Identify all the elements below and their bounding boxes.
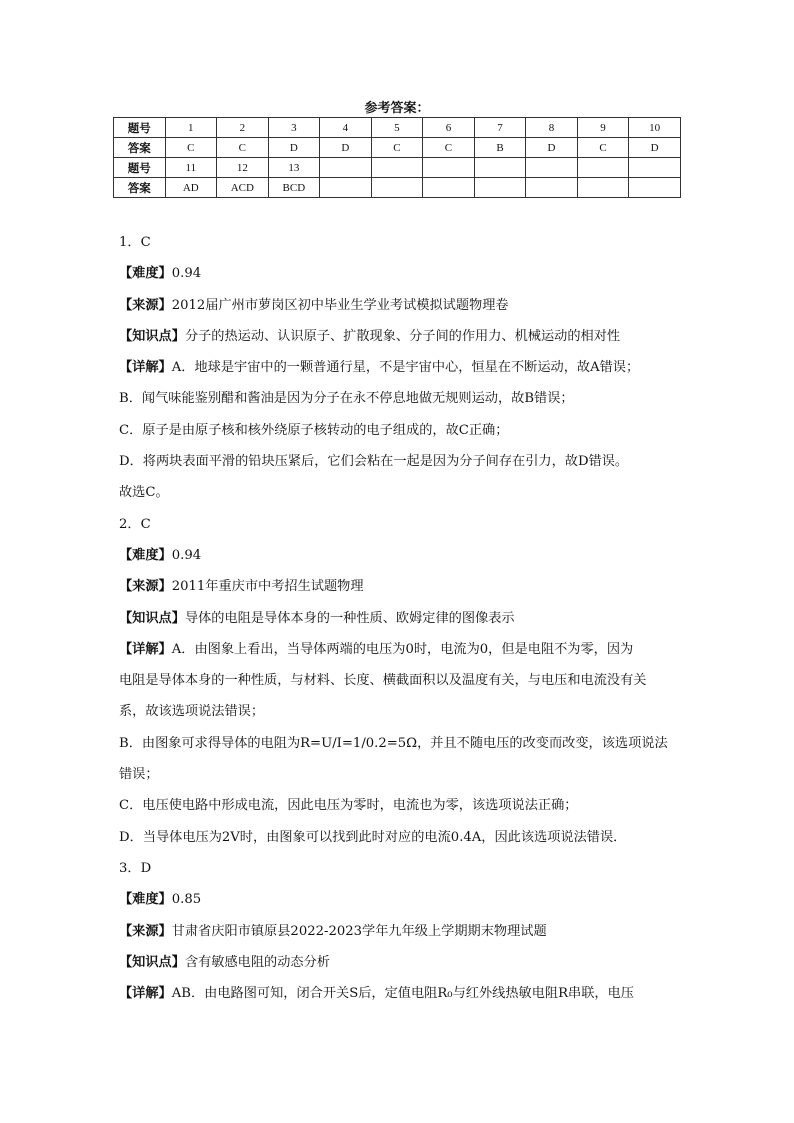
answer-table-row-header: 题号 <box>114 118 166 138</box>
text-line <box>119 884 679 915</box>
answer-table-cell: 11 <box>165 158 217 178</box>
text-line <box>119 947 679 978</box>
answer-table-cell: D <box>526 138 578 158</box>
section-label: 【知识点】 <box>119 328 185 344</box>
answer-key-table <box>113 117 681 198</box>
text-line <box>119 665 679 696</box>
answer-table-cell: C <box>423 138 475 158</box>
answer-table-cell <box>526 178 578 198</box>
answer-table-row <box>114 138 681 158</box>
answer-table-cell: C <box>165 138 217 158</box>
answer-table-row-header: 答案 <box>114 178 166 198</box>
answer-table-cell: 7 <box>474 118 526 138</box>
line-text: 故选C。 <box>119 485 169 501</box>
line-text: 错误； <box>119 767 159 783</box>
line-text: 电阻是导体本身的一种性质，与材料、长度、横截面积以及温度有关，与电压和电流没有关 <box>119 673 647 689</box>
text-line <box>119 540 679 571</box>
line-text: B．由图象可求得导体的电阻为R=U/I=1/0.2=5Ω，并且不随电压的改变而改变，该选项说法 <box>119 735 668 751</box>
answer-table-cell: AD <box>165 178 217 198</box>
text-line <box>119 571 679 602</box>
line-text: A．地球是宇宙中的一颗普通行星，不是宇宙中心，恒星在不断运动，故A错误； <box>171 360 640 376</box>
text-line <box>119 822 679 853</box>
text-line <box>119 978 679 1009</box>
answer-table-cell <box>577 178 629 198</box>
line-text: 0.94 <box>171 266 202 282</box>
text-line <box>119 446 679 477</box>
answer-table-cell: 1 <box>165 118 217 138</box>
answer-table-row <box>114 178 681 198</box>
answer-table-row <box>114 118 681 138</box>
answer-table-cell <box>320 158 372 178</box>
answer-table-cell: B <box>474 138 526 158</box>
answer-table-cell: 6 <box>423 118 475 138</box>
text-line <box>119 477 679 508</box>
explanations <box>119 227 679 1009</box>
answer-table-cell: D <box>629 138 681 158</box>
text-line <box>119 603 679 634</box>
text-line <box>119 290 679 321</box>
text-line <box>119 258 679 289</box>
text-line <box>119 227 679 258</box>
line-text: 2012届广州市萝岗区初中毕业生学业考试模拟试题物理卷 <box>171 297 509 313</box>
section-label: 【详解】 <box>119 641 172 657</box>
answer-table-cell: ACD <box>217 178 269 198</box>
line-text: 1．C <box>119 235 151 250</box>
section-label: 【难度】 <box>119 266 172 282</box>
answer-table-cell: 13 <box>268 158 320 178</box>
answer-table-cell: C <box>577 138 629 158</box>
line-text: D．当导体电压为2V时，由图象可以找到此时对应的电流0.4A，因此该选项说法错误． <box>119 829 627 845</box>
answer-table-cell <box>423 178 475 198</box>
answer-table-cell <box>577 158 629 178</box>
text-line <box>119 759 679 790</box>
answer-table-cell: 10 <box>629 118 681 138</box>
answer-table-cell: 9 <box>577 118 629 138</box>
answer-table-cell <box>629 158 681 178</box>
text-line <box>119 728 679 759</box>
answer-table-cell: C <box>217 138 269 158</box>
text-line <box>119 352 679 383</box>
text-line <box>119 383 679 414</box>
answer-table-cell <box>320 178 372 198</box>
line-text: 2011年重庆市中考招生试题物理 <box>171 579 364 595</box>
answer-table-cell: D <box>268 138 320 158</box>
section-label: 【详解】 <box>119 986 172 1002</box>
text-line <box>119 790 679 821</box>
text-line <box>119 916 679 947</box>
section-label: 【知识点】 <box>119 954 185 970</box>
line-text: 导体的电阻是导体本身的一种性质、欧姆定律的图像表示 <box>184 610 515 626</box>
line-text: 含有敏感电阻的动态分析 <box>184 954 330 970</box>
answer-table-cell <box>371 158 423 178</box>
answer-table-cell <box>371 178 423 198</box>
section-label: 【难度】 <box>119 547 172 563</box>
answer-table-cell: 8 <box>526 118 578 138</box>
answer-table-cell: 5 <box>371 118 423 138</box>
answer-table-cell <box>423 158 475 178</box>
answer-table-cell <box>474 158 526 178</box>
section-label: 【详解】 <box>119 360 172 376</box>
answer-table-cell: 4 <box>320 118 372 138</box>
line-text: D．将两块表面平滑的铅块压紧后，它们会粘在一起是因为分子间存在引力，故D错误。 <box>119 454 629 470</box>
section-label: 【来源】 <box>119 297 172 313</box>
text-line <box>119 321 679 352</box>
answer-table-row-header: 答案 <box>114 138 166 158</box>
answer-table-cell <box>526 158 578 178</box>
answer-table-row-header: 题号 <box>114 158 166 178</box>
line-text: 系，故该选项说法错误； <box>119 704 265 720</box>
line-text: 分子的热运动、认识原子、扩散现象、分子间的作用力、机械运动的相对性 <box>184 328 621 344</box>
section-label: 【来源】 <box>119 923 172 939</box>
line-text: C．原子是由原子核和核外绕原子核转动的电子组成的，故C正确； <box>119 422 509 438</box>
answer-table-cell: 2 <box>217 118 269 138</box>
answer-table-cell: 12 <box>217 158 269 178</box>
line-text: C．电压使电路中形成电流，因此电压为零时，电流也为零，该选项说法正确； <box>119 798 578 814</box>
answer-table-row <box>114 158 681 178</box>
text-line <box>119 509 679 540</box>
text-line <box>119 853 679 884</box>
line-text: 0.85 <box>171 892 202 908</box>
line-text: AB．由电路图可知，闭合开关S后，定值电阻R₀与红外线热敏电阻R串联，电压 <box>171 986 634 1002</box>
line-text: 2．C <box>119 516 151 532</box>
text-line <box>119 415 679 446</box>
text-line <box>119 634 679 665</box>
line-text: 3．D <box>119 860 152 876</box>
section-label: 【来源】 <box>119 579 172 595</box>
answer-table-cell: C <box>371 138 423 158</box>
section-label: 【知识点】 <box>119 610 185 626</box>
line-text: 0.94 <box>171 547 202 563</box>
answer-key-title: 参考答案： <box>364 101 430 116</box>
line-text: 甘肃省庆阳市镇原县2022-2023学年九年级上学期期末物理试题 <box>171 923 547 939</box>
line-text: A．由图象上看出，当导体两端的电压为0时，电流为0，但是电阻不为零，因为 <box>171 641 634 657</box>
answer-table-cell: BCD <box>268 178 320 198</box>
answer-table-cell <box>629 178 681 198</box>
answer-table-cell: D <box>320 138 372 158</box>
answer-table-cell <box>474 178 526 198</box>
answer-table-cell: 3 <box>268 118 320 138</box>
line-text: B．闻气味能鉴别醋和酱油是因为分子在永不停息地做无规则运动，故B错误； <box>119 391 574 407</box>
text-line <box>119 696 679 727</box>
section-label: 【难度】 <box>119 892 172 908</box>
